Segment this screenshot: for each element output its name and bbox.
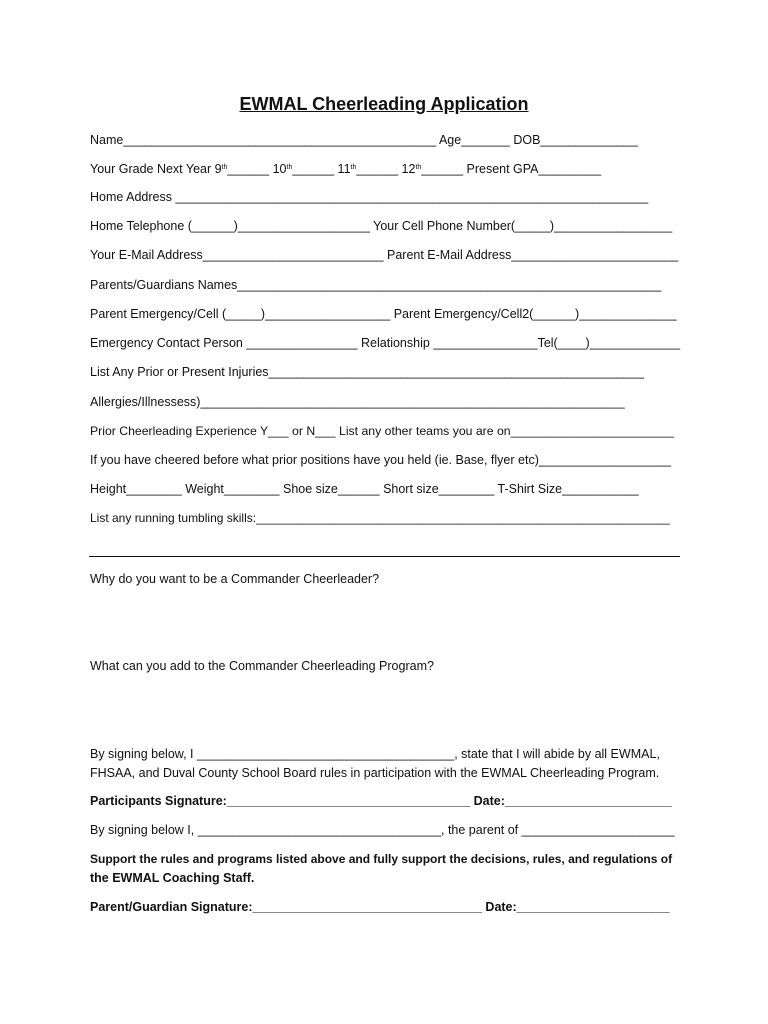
grade-10: ______ 10 [227,162,287,176]
injuries-line: List Any Prior or Present Injuries______________________________________________________ [90,365,644,379]
grade-11: ______ 11 [292,162,351,176]
parent-signing-line: By signing below I, ___________________________________, the parent of ______________________ [90,823,675,837]
form-title: EWMAL Cheerleading Application [239,94,529,114]
participant-signature-line: Participants Signature:___________________________________ Date:________________________ [90,794,672,808]
grade-12: ______ 12 [356,162,416,176]
grade-prefix: Your Grade Next Year 9 [90,162,222,176]
support-statement-2: the EWMAL Coaching Staff. [90,871,255,885]
telephone-line: Home Telephone (______)___________________ Your Cell Phone Number(_____)_________________ [90,219,673,233]
sup-th-10: th [286,164,293,171]
gpa: ______ Present GPA_________ [421,162,602,176]
signing-statement-1: By signing below, I _____________________________________, state that I will abide by all EWMAL, [90,747,660,761]
support-statement-1: Support the rules and programs listed above and fully support the decisions, rules, and regulations of [90,852,673,866]
signing-statement-2: FHSAA, and Duval County School Board rules in participation with the EWMAL Cheerleading Program. [90,766,660,780]
divider-line [89,556,680,557]
grade-gpa-line [90,162,601,177]
home-address-line: Home Address ____________________________________________________________________ [90,190,649,204]
prior-experience-line: Prior Cheerleading Experience Y___ or N___ List any other teams you are on________________________ [90,424,675,438]
emergency-contact-line: Emergency Contact Person ________________ Relationship _______________Tel(____)_____________ [90,336,681,350]
sup-th-9: th [221,164,228,171]
parents-names-line: Parents/Guardians Names_____________________________________________________________ [90,278,662,292]
why-question: Why do you want to be a Commander Cheerleader? [90,572,380,586]
add-question: What can you add to the Commander Cheerleading Program? [90,659,434,673]
measurements-line: Height________ Weight________ Shoe size______ Short size________ T-Shirt Size___________ [90,482,639,496]
allergies-line: Allergies/Illnessess)_____________________________________________________________ [90,395,625,409]
name-age-dob-line: Name_____________________________________________ Age_______ DOB______________ [90,133,638,147]
tumbling-line: List any running tumbling skills:______________________________________________________________ [90,511,670,525]
parent-emergency-line: Parent Emergency/Cell (_____)__________________ Parent Emergency/Cell2(______)______________ [90,307,677,321]
sup-th-12: th [415,164,422,171]
email-line: Your E-Mail Address__________________________ Parent E-Mail Address________________________ [90,248,679,262]
prior-positions-line: If you have cheered before what prior positions have you held (ie. Base, flyer etc)___________________ [90,453,671,467]
parent-signature-line: Parent/Guardian Signature:_________________________________ Date:______________________ [90,900,670,914]
sup-th-11: th [350,164,357,171]
